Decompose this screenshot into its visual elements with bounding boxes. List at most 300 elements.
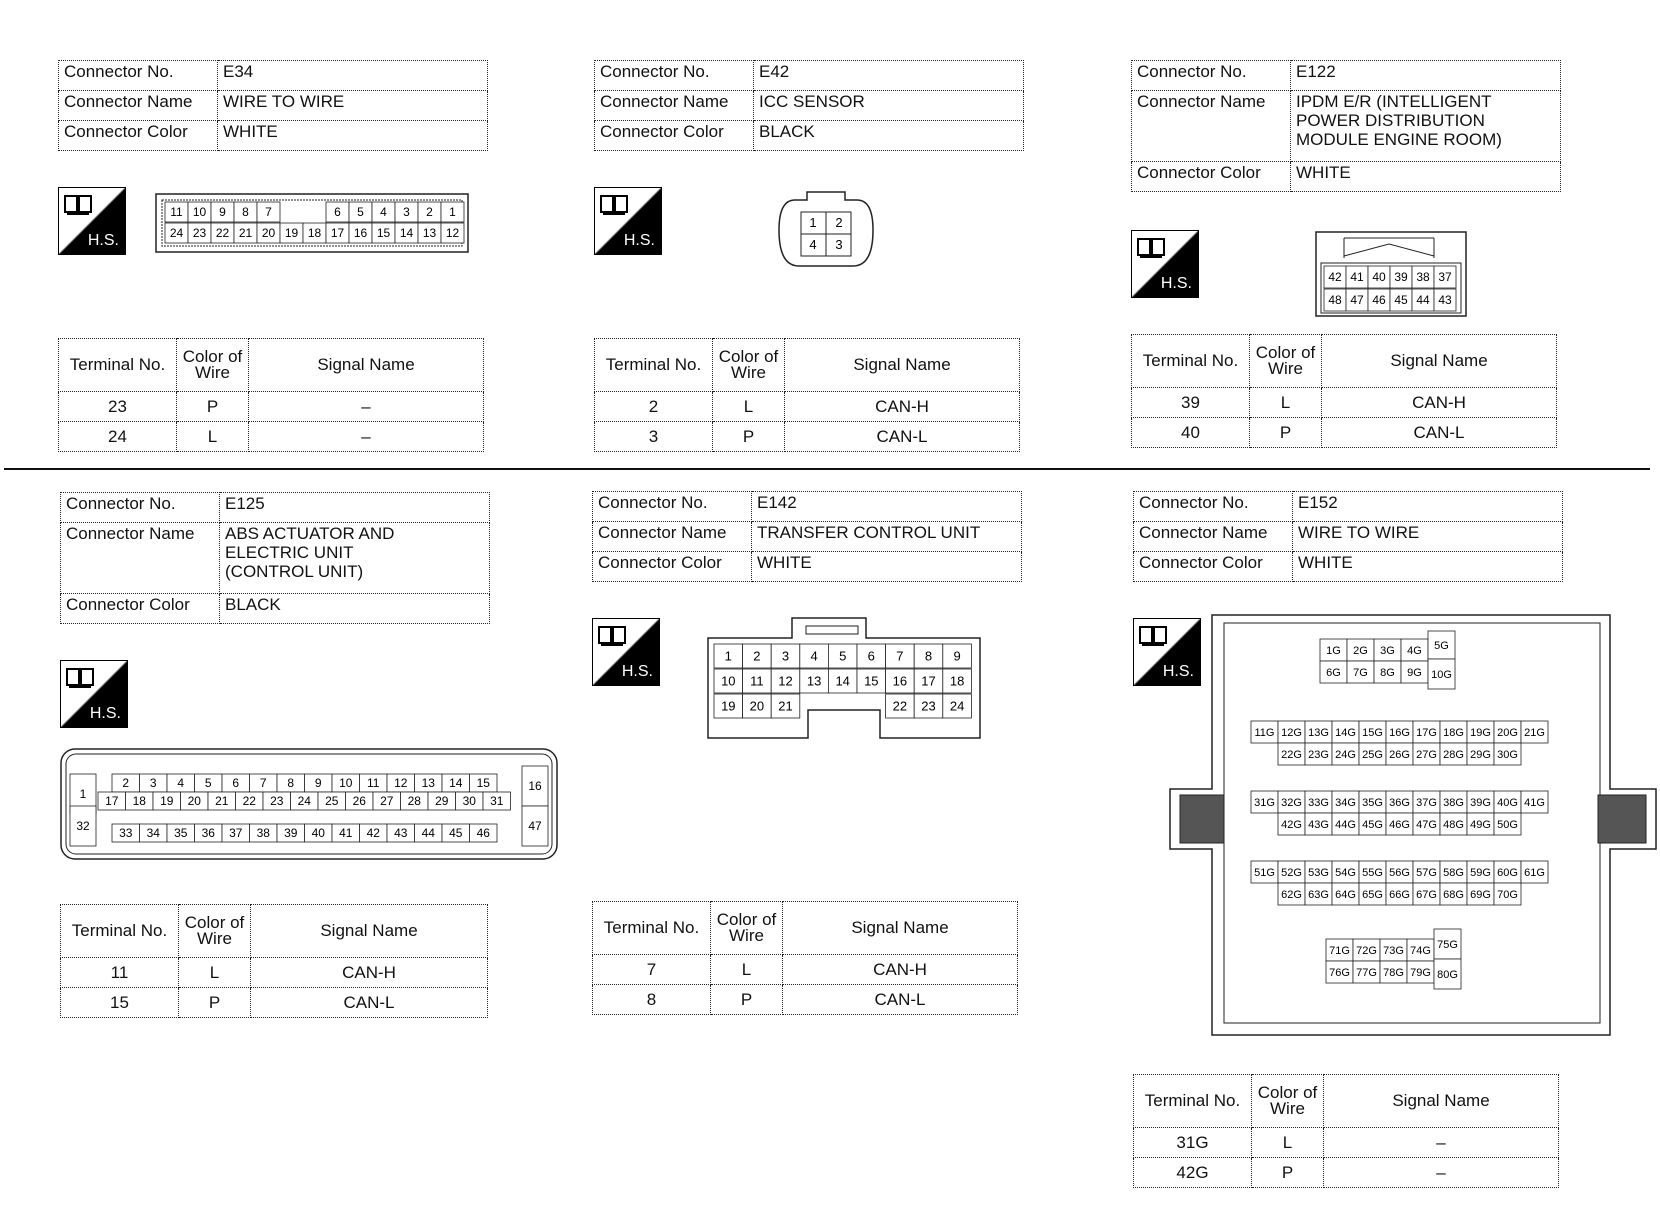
wire-color: P (177, 392, 249, 422)
pin-label: 1 (449, 205, 456, 220)
pin-label: 21 (778, 698, 793, 714)
terminal-no: 2 (595, 392, 713, 422)
pin-label: 80G (1437, 968, 1458, 981)
wire-color: L (1250, 388, 1322, 418)
pin-label: 65G (1362, 888, 1383, 901)
pin-label: 32G (1281, 796, 1302, 809)
pin-label: 12 (394, 776, 408, 791)
pin-label: 36G (1389, 796, 1410, 809)
pin-label: 17 (330, 226, 345, 241)
wire-color: P (713, 422, 785, 452)
table-row (59, 422, 484, 452)
pin-label: 50G (1497, 818, 1518, 831)
pin-label: 44 (421, 826, 435, 841)
pin-label: 33 (119, 826, 133, 841)
connector-info-e34 (58, 60, 488, 151)
connector-name-value: IPDM E/R (INTELLIGENT POWER DISTRIBUTION MODULE ENGINE ROOM) (1291, 91, 1561, 162)
pin-label: 4 (177, 776, 185, 791)
connector-glyph-icon (1138, 623, 1170, 651)
connector-name-label: Connector Name (595, 91, 754, 121)
connector-color-label: Connector Color (1134, 552, 1293, 582)
connector-no-label: Connector No. (593, 492, 752, 522)
pin-label: 70G (1497, 888, 1518, 901)
table-row (61, 988, 488, 1018)
wire-color: P (1250, 418, 1322, 448)
pin-label: 47 (528, 819, 542, 834)
pin-label: 19 (721, 698, 736, 714)
harness-side-icon (1131, 230, 1199, 298)
pin-label: 8 (924, 648, 933, 664)
pin-label: 5G (1434, 639, 1449, 652)
terminal-table-e34 (58, 338, 484, 452)
pin-label: 42 (1328, 270, 1342, 285)
terminal-no-header: Terminal No. (59, 339, 177, 392)
connector-color-value: BLACK (754, 121, 1024, 151)
signal-name-header: Signal Name (1322, 335, 1557, 388)
connector-name-value: ABS ACTUATOR AND ELECTRIC UNIT (CONTROL UNIT) (220, 523, 490, 594)
pin-label: 1 (79, 787, 87, 802)
pin-label: 14 (399, 226, 414, 241)
hs-label: H.S. (1160, 275, 1192, 292)
pin-label: 61G (1524, 866, 1545, 879)
connector-info-e42 (594, 60, 1024, 151)
connector-no-value: E34 (218, 61, 488, 91)
pin-label: 22G (1281, 748, 1302, 761)
connector-face-e152 (1168, 613, 1658, 1037)
pin-label: 4 (810, 648, 818, 664)
pin-label: 58G (1443, 866, 1464, 879)
signal-name-header: Signal Name (251, 905, 488, 958)
harness-side-icon (594, 187, 662, 255)
pin-label: 12G (1281, 726, 1302, 739)
pin-label: 45G (1362, 818, 1383, 831)
pin-label: 2 (753, 648, 761, 664)
signal-name-header: Signal Name (783, 902, 1018, 955)
pin-label: 3 (781, 648, 790, 664)
connector-color-label: Connector Color (1132, 162, 1291, 192)
pin-label: 39 (1394, 270, 1408, 285)
pin-label: 9G (1407, 666, 1422, 679)
pin-label: 45 (449, 826, 463, 841)
signal-name: CAN-L (785, 422, 1020, 452)
signal-name: CAN-H (1322, 388, 1557, 418)
pin-label: 23 (921, 698, 936, 714)
pin-label: 9 (219, 205, 226, 220)
terminal-table-e152 (1133, 1074, 1559, 1188)
pin-label: 4G (1407, 644, 1422, 657)
pin-label: 39G (1470, 796, 1491, 809)
signal-name-header: Signal Name (249, 339, 484, 392)
pin-label: 14G (1335, 726, 1356, 739)
pin-label: 3 (835, 237, 843, 252)
wire-color-header: Color of Wire (179, 905, 251, 958)
pin-label: 27 (380, 794, 394, 809)
hs-label: H.S. (623, 232, 655, 249)
pin-label: 15 (864, 673, 879, 689)
pin-label: 8 (287, 776, 295, 791)
signal-name: CAN-H (783, 955, 1018, 985)
pin-label: 36 (201, 826, 215, 841)
pin-label: 59G (1470, 866, 1491, 879)
pin-label: 67G (1416, 888, 1437, 901)
pin-label: 5 (839, 648, 847, 664)
pin-label: 29G (1470, 748, 1491, 761)
hs-label: H.S. (621, 663, 653, 680)
pin-label: 24 (297, 794, 311, 809)
pin-label: 22 (215, 226, 230, 241)
signal-name: CAN-L (1322, 418, 1557, 448)
wire-color: P (711, 985, 783, 1015)
pin-label: 46 (1372, 293, 1386, 308)
pin-label: 20G (1497, 726, 1518, 739)
connector-glyph-icon (63, 192, 95, 220)
connector-name-label: Connector Name (59, 91, 218, 121)
pin-label: 23 (270, 794, 284, 809)
pin-label: 11 (750, 673, 764, 689)
terminal-no-header: Terminal No. (61, 905, 179, 958)
pin-label: 7 (265, 205, 272, 220)
signal-name: – (1324, 1158, 1559, 1188)
pin-label: 31 (490, 794, 504, 809)
pin-label: 9 (953, 648, 961, 664)
pin-label: 16G (1389, 726, 1410, 739)
wire-color-header: Color of Wire (711, 902, 783, 955)
pin-label: 74G (1410, 944, 1431, 957)
connector-name-label: Connector Name (593, 522, 752, 552)
pin-label: 25G (1362, 748, 1383, 761)
signal-name: – (249, 392, 484, 422)
pin-label: 3G (1380, 644, 1395, 657)
pin-label: 10 (721, 673, 736, 689)
connector-glyph-icon (65, 665, 97, 693)
pin-label: 25 (325, 794, 339, 809)
pin-label: 16 (353, 226, 368, 241)
terminal-no: 15 (61, 988, 179, 1018)
signal-name-header: Signal Name (785, 339, 1020, 392)
pin-label: 7 (896, 648, 904, 664)
pin-label: 18 (307, 226, 322, 241)
pin-label: 4 (809, 237, 817, 252)
wire-color: L (177, 422, 249, 452)
wire-color: L (713, 392, 785, 422)
signal-name: CAN-H (251, 958, 488, 988)
pin-label: 32 (76, 819, 90, 834)
table-row (595, 422, 1020, 452)
terminal-no-header: Terminal No. (1134, 1075, 1252, 1128)
pin-label: 51G (1254, 866, 1275, 879)
pin-label: 48 (1328, 293, 1342, 308)
pin-label: 73G (1383, 944, 1404, 957)
connector-no-label: Connector No. (61, 493, 220, 523)
wire-color: L (1252, 1128, 1324, 1158)
pin-label: 21 (238, 226, 253, 241)
pin-label: 66G (1389, 888, 1410, 901)
connector-color-label: Connector Color (61, 594, 220, 624)
harness-side-icon (60, 660, 128, 728)
wire-color-header: Color of Wire (1252, 1075, 1324, 1128)
terminal-no: 24 (59, 422, 177, 452)
pin-label: 19 (284, 226, 299, 241)
pin-label: 11 (367, 776, 380, 791)
harness-side-icon (58, 187, 126, 255)
connector-name-label: Connector Name (1132, 91, 1291, 162)
connector-face-e125 (60, 748, 560, 863)
pin-label: 8 (242, 205, 249, 220)
signal-name: – (249, 422, 484, 452)
pin-label: 10 (339, 776, 353, 791)
pin-label: 43 (1438, 293, 1452, 308)
pin-label: 40G (1497, 796, 1518, 809)
connector-name-value: WIRE TO WIRE (1293, 522, 1563, 552)
table-row (593, 985, 1018, 1015)
connector-info-e142 (592, 491, 1022, 582)
pin-label: 11 (170, 205, 183, 220)
harness-side-icon (592, 618, 660, 686)
pin-label: 34 (146, 826, 160, 841)
terminal-table-e122 (1131, 334, 1557, 448)
pin-label: 26 (352, 794, 366, 809)
connector-name-label: Connector Name (1134, 522, 1293, 552)
pin-label: 47 (1350, 293, 1364, 308)
pin-label: 12 (778, 673, 793, 689)
pin-label: 79G (1410, 966, 1431, 979)
pin-label: 55G (1362, 866, 1383, 879)
pin-label: 72G (1356, 944, 1377, 957)
pin-label: 24 (169, 226, 184, 241)
pin-label: 17 (105, 794, 119, 809)
wire-color: L (711, 955, 783, 985)
pin-label: 52G (1281, 866, 1302, 879)
pin-label: 28 (407, 794, 421, 809)
signal-name: – (1324, 1128, 1559, 1158)
pin-label: 24 (949, 698, 965, 714)
pin-label: 54G (1335, 866, 1356, 879)
wire-color-header: Color of Wire (713, 339, 785, 392)
connector-no-label: Connector No. (1132, 61, 1291, 91)
pin-label: 6 (334, 205, 341, 220)
terminal-no: 42G (1134, 1158, 1252, 1188)
pin-label: 78G (1383, 966, 1404, 979)
pin-label: 41 (339, 826, 353, 841)
table-row (59, 392, 484, 422)
pin-label: 40 (1372, 270, 1386, 285)
pin-label: 77G (1356, 966, 1377, 979)
pin-label: 5 (357, 205, 364, 220)
pin-label: 8G (1380, 666, 1395, 679)
terminal-no: 31G (1134, 1128, 1252, 1158)
connector-no-value: E42 (754, 61, 1024, 91)
table-row (593, 955, 1018, 985)
pin-label: 7G (1353, 666, 1368, 679)
pin-label: 14 (449, 776, 463, 791)
table-row (1132, 418, 1557, 448)
connector-no-label: Connector No. (1134, 492, 1293, 522)
pin-label: 76G (1329, 966, 1350, 979)
pin-label: 64G (1335, 888, 1356, 901)
pin-label: 62G (1281, 888, 1302, 901)
connector-info-e125 (60, 492, 490, 624)
pin-label: 18 (949, 673, 965, 689)
pin-label: 20 (187, 794, 201, 809)
wire-color-header: Color of Wire (177, 339, 249, 392)
terminal-table-e42 (594, 338, 1020, 452)
pin-label: 43 (394, 826, 408, 841)
hs-label: H.S. (1162, 663, 1194, 680)
terminal-no-header: Terminal No. (595, 339, 713, 392)
pin-label: 13 (806, 673, 822, 689)
terminal-no-header: Terminal No. (593, 902, 711, 955)
pin-label: 1 (809, 215, 817, 230)
connector-face-e122 (1314, 230, 1470, 320)
pin-label: 2G (1353, 644, 1368, 657)
hs-label: H.S. (89, 705, 121, 722)
pin-label: 68G (1443, 888, 1464, 901)
terminal-no: 23 (59, 392, 177, 422)
connector-glyph-icon (597, 623, 629, 651)
connector-no-value: E125 (220, 493, 490, 523)
pin-label: 56G (1389, 866, 1410, 879)
pin-label: 3 (403, 205, 410, 220)
pin-label: 17G (1416, 726, 1437, 739)
pin-label: 39 (284, 826, 298, 841)
pin-label: 63G (1308, 888, 1329, 901)
pin-label: 6 (232, 776, 240, 791)
terminal-no: 11 (61, 958, 179, 988)
pin-label: 43G (1308, 818, 1329, 831)
pin-label: 42G (1281, 818, 1302, 831)
pin-label: 53G (1308, 866, 1329, 879)
pin-label: 15 (476, 776, 490, 791)
signal-name: CAN-L (783, 985, 1018, 1015)
pin-label: 48G (1443, 818, 1464, 831)
pin-label: 57G (1416, 866, 1437, 879)
table-row (1134, 1158, 1559, 1188)
pin-label: 14 (835, 673, 850, 689)
pin-label: 28G (1443, 748, 1464, 761)
pin-label: 19 (160, 794, 174, 809)
pin-label: 15 (376, 226, 391, 241)
pin-label: 9 (314, 776, 322, 791)
table-row (1132, 388, 1557, 418)
pin-label: 30G (1497, 748, 1518, 761)
connector-glyph-icon (1136, 235, 1168, 263)
pin-label: 35G (1362, 796, 1383, 809)
pin-label: 37G (1416, 796, 1437, 809)
pin-label: 1 (724, 648, 732, 664)
pin-label: 41G (1524, 796, 1545, 809)
connector-face-e42 (775, 186, 880, 274)
pin-label: 69G (1470, 888, 1491, 901)
terminal-no: 40 (1132, 418, 1250, 448)
connector-info-e152 (1133, 491, 1563, 582)
pin-label: 21G (1524, 726, 1545, 739)
connector-no-value: E152 (1293, 492, 1563, 522)
pin-label: 41 (1350, 270, 1364, 285)
connector-no-value: E142 (752, 492, 1022, 522)
pin-label: 2 (426, 205, 433, 220)
pin-label: 22 (892, 698, 908, 714)
terminal-no: 3 (595, 422, 713, 452)
pin-label: 13 (422, 226, 437, 241)
pin-label: 10G (1431, 668, 1452, 681)
terminal-no-header: Terminal No. (1132, 335, 1250, 388)
pin-label: 46 (476, 826, 490, 841)
pin-label: 12 (445, 226, 460, 241)
pin-label: 27G (1416, 748, 1437, 761)
terminal-no: 8 (593, 985, 711, 1015)
pin-label: 13G (1308, 726, 1329, 739)
wire-color: L (179, 958, 251, 988)
connector-name-value: TRANSFER CONTROL UNIT (752, 522, 1022, 552)
pin-label: 22 (242, 794, 256, 809)
pin-label: 2 (835, 215, 843, 230)
pin-label: 75G (1437, 938, 1458, 951)
pin-label: 20 (261, 226, 276, 241)
pin-label: 45 (1394, 293, 1408, 308)
pin-label: 60G (1497, 866, 1518, 879)
pin-label: 7 (259, 776, 267, 791)
pin-label: 10 (192, 205, 207, 220)
connector-color-value: WHITE (218, 121, 488, 151)
pin-label: 71G (1329, 944, 1350, 957)
connector-face-e34 (155, 193, 470, 255)
table-row (595, 392, 1020, 422)
table-row (61, 958, 488, 988)
pin-label: 4 (380, 205, 387, 220)
connector-info-e122 (1131, 60, 1561, 192)
wire-color: P (179, 988, 251, 1018)
connector-name-value: WIRE TO WIRE (218, 91, 488, 121)
pin-label: 49G (1470, 818, 1491, 831)
table-row (1134, 1128, 1559, 1158)
pin-label: 19G (1470, 726, 1491, 739)
pin-label: 33G (1308, 796, 1329, 809)
pin-label: 11G (1254, 726, 1275, 739)
pin-label: 37 (229, 826, 243, 841)
connector-glyph-icon (599, 192, 631, 220)
pin-label: 21 (215, 794, 229, 809)
pin-label: 18 (132, 794, 146, 809)
connector-color-label: Connector Color (595, 121, 754, 151)
pin-label: 29 (435, 794, 449, 809)
connector-no-label: Connector No. (595, 61, 754, 91)
pin-label: 20 (749, 698, 765, 714)
terminal-table-e125 (60, 904, 488, 1018)
connector-color-value: WHITE (1291, 162, 1561, 192)
terminal-no: 39 (1132, 388, 1250, 418)
pin-label: 24G (1335, 748, 1356, 761)
pin-label: 6 (867, 648, 875, 664)
signal-name-header: Signal Name (1324, 1075, 1559, 1128)
connector-color-value: BLACK (220, 594, 490, 624)
pin-label: 3 (149, 776, 157, 791)
connector-no-label: Connector No. (59, 61, 218, 91)
wire-color: P (1252, 1158, 1324, 1188)
hs-label: H.S. (87, 232, 119, 249)
pin-label: 35 (174, 826, 188, 841)
pin-label: 40 (311, 826, 325, 841)
pin-label: 23 (192, 226, 207, 241)
connector-color-value: WHITE (752, 552, 1022, 582)
pin-label: 44 (1416, 293, 1430, 308)
pin-label: 38 (256, 826, 270, 841)
signal-name: CAN-H (785, 392, 1020, 422)
section-divider (4, 468, 1650, 470)
connector-color-value: WHITE (1293, 552, 1563, 582)
pin-label: 47G (1416, 818, 1437, 831)
connector-name-value: ICC SENSOR (754, 91, 1024, 121)
pin-label: 38G (1443, 796, 1464, 809)
